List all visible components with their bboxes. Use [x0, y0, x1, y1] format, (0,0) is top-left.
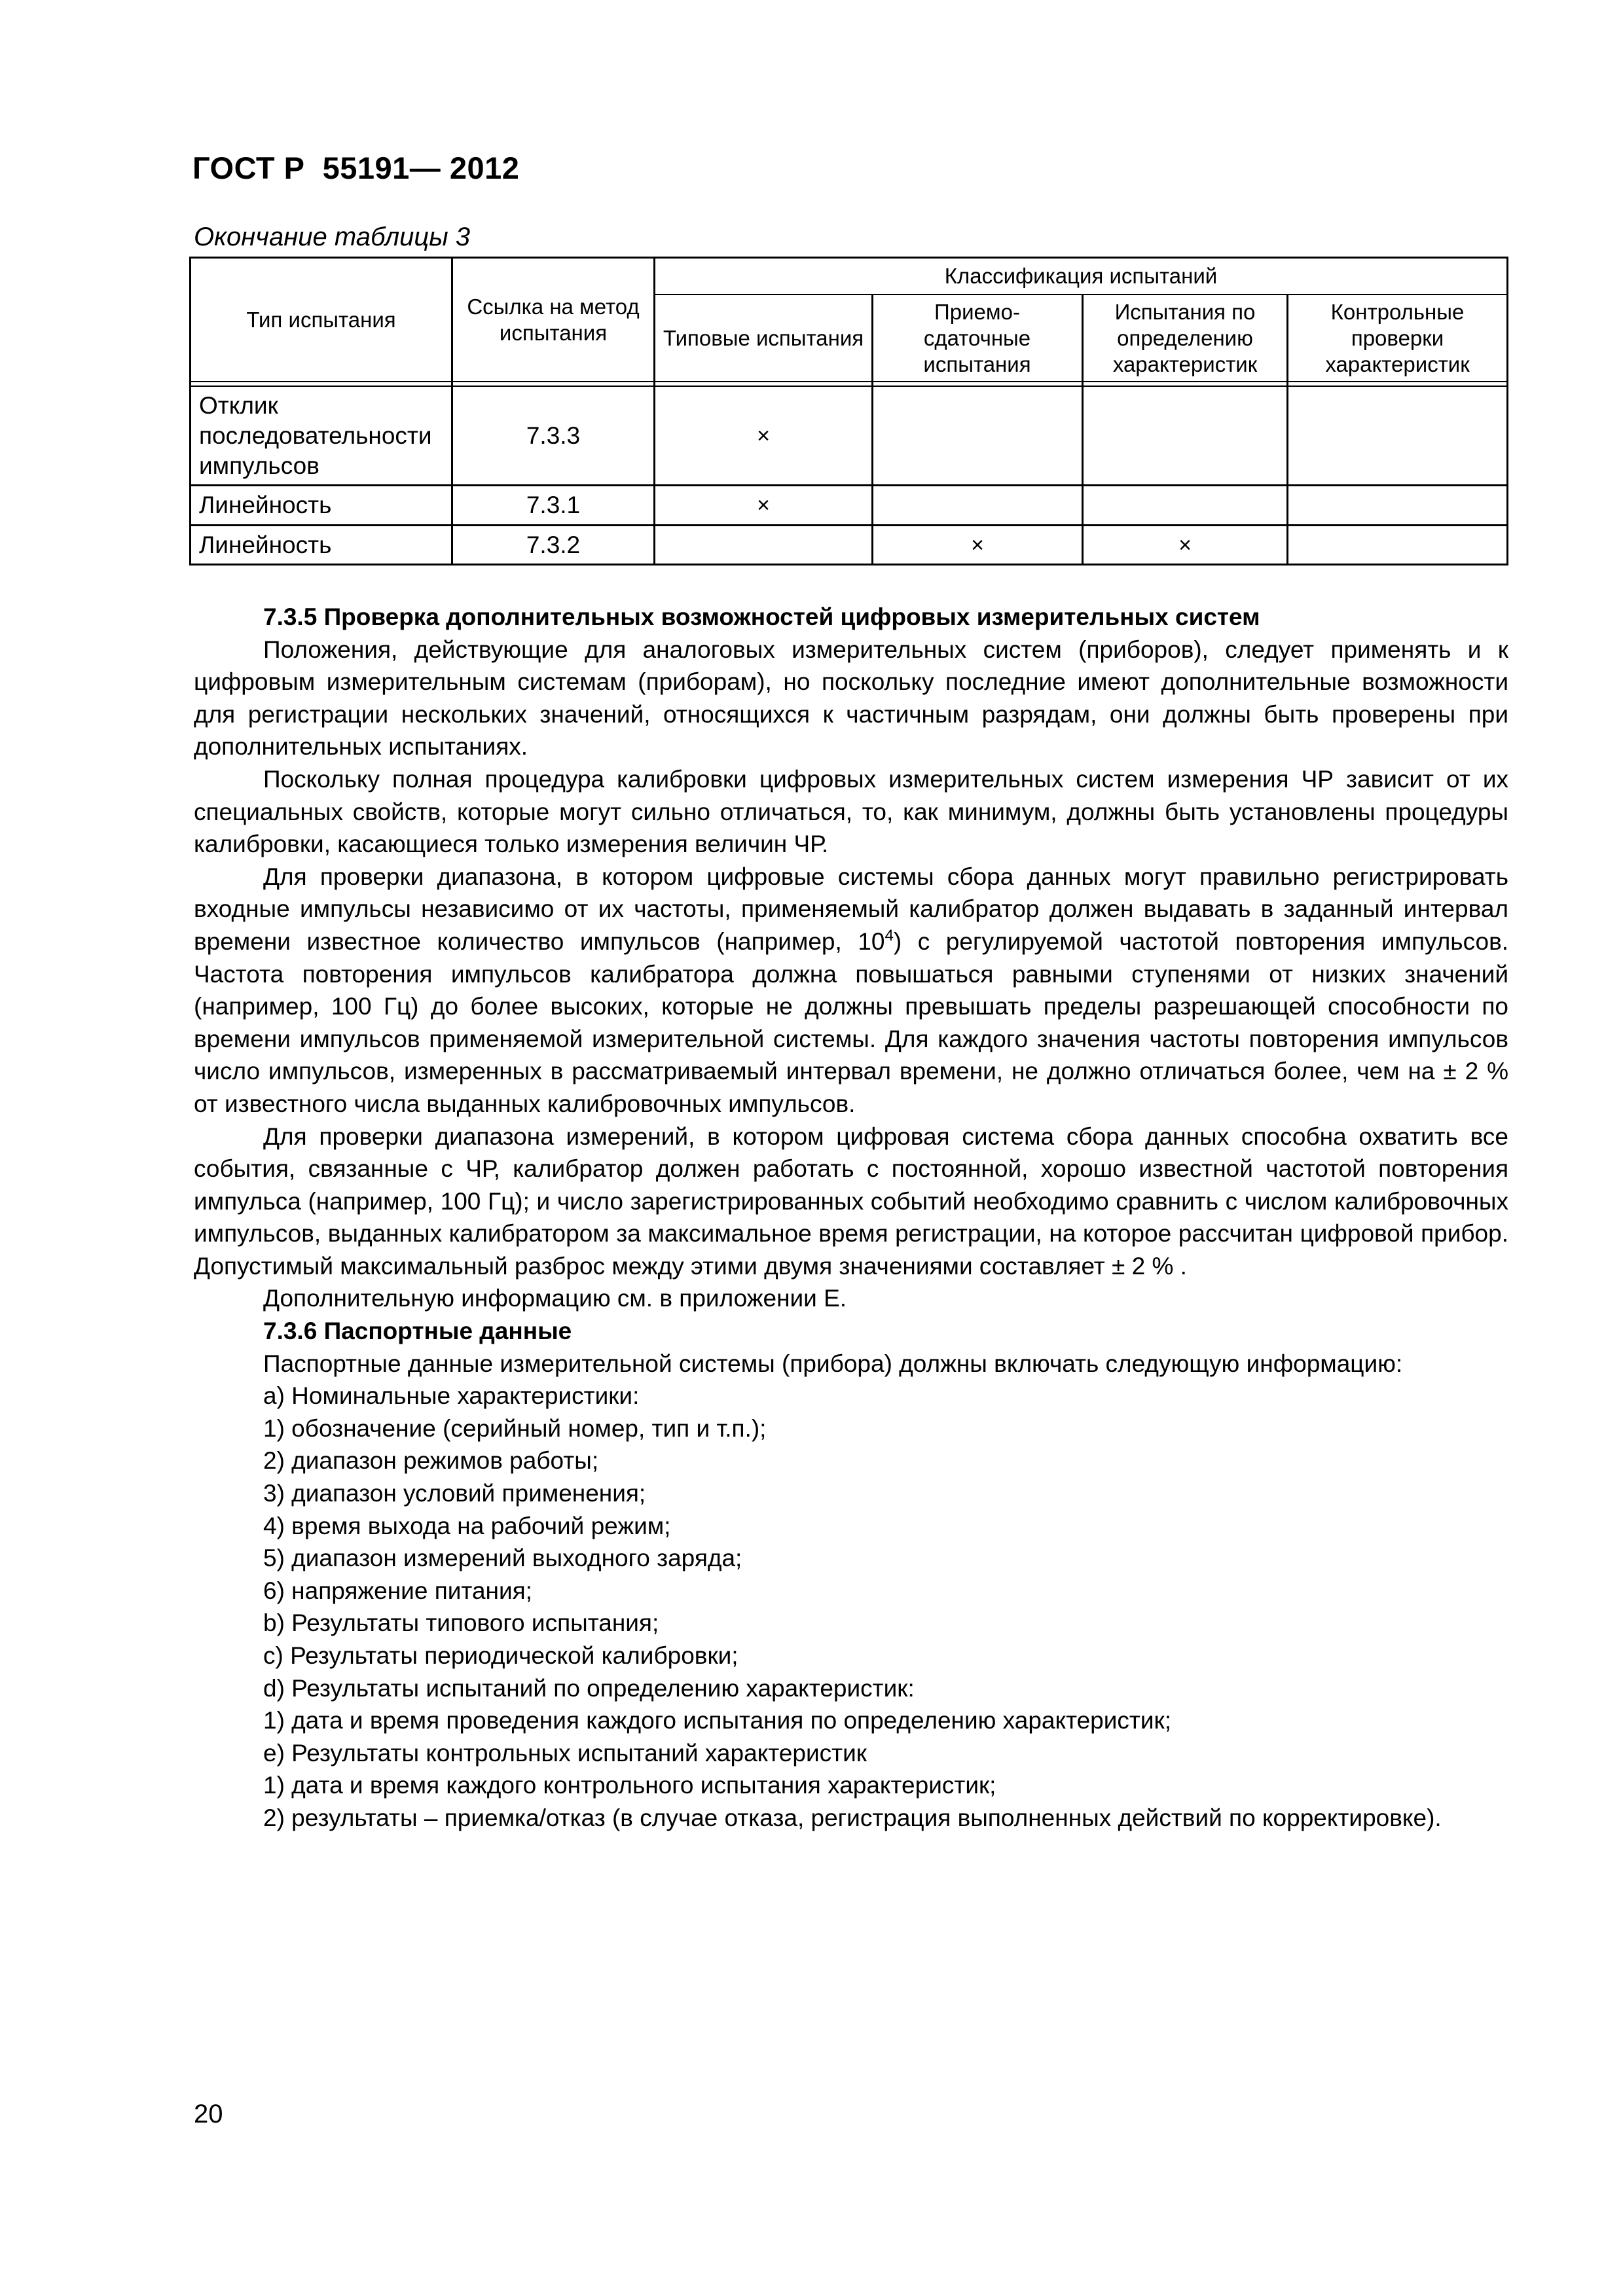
- list-item: 1) дата и время каждого контрольного испытания характеристик;: [263, 1772, 996, 1799]
- body-text: [194, 601, 1508, 1835]
- paragraph: Дополнительную информацию см. в приложении Е.: [263, 1285, 847, 1312]
- table-border-right: [1506, 257, 1508, 565]
- table-row-2-type-tests-mark: ×: [757, 493, 770, 518]
- table-row-2-acceptance-mark: [873, 486, 1082, 524]
- header-acceptance-tests: Приемо-сдаточные испытания: [923, 300, 1031, 376]
- table-row-1-acceptance-mark: [873, 387, 1082, 484]
- list-item: 2) результаты – приемка/отказ (в случае отказа, регистрация выполненных действий по корректировке).: [263, 1804, 1442, 1831]
- list-item: 1) дата и время проведения каждого испытания по определению характеристик;: [263, 1707, 1172, 1734]
- paragraph-with-superscript: [194, 861, 1508, 1121]
- list-item: b) Результаты типового испытания;: [263, 1609, 659, 1637]
- classification-table: [0, 0, 1623, 589]
- table-row-2-test-type: Линейность: [199, 492, 332, 518]
- table-row-1-control-mark: [1288, 387, 1506, 484]
- document-title: ГОСТ Р 55191— 2012: [192, 151, 520, 185]
- paragraph-text: Для проверки диапазона, в котором цифровые системы сбора данных могут правильно регистрировать входные импульсы независимо от их частоты, применяемый калибратор должен выдавать в заданный интервал времени известное количество импульсов (например, 10: [194, 863, 1508, 955]
- table-row-1-type-tests-mark: ×: [757, 423, 770, 448]
- table-row-2-characterization-mark: [1084, 486, 1286, 524]
- paragraph-text: ) с регулируемой частотой повторения импульсов. Частота повторения импульсов калибратора должна повышаться равными ступенями от низких значений (например, 100 Гц) до более высоких, которые не должны превышать пределы разрешающей способности по времени импульсов применяемой измерительной системы. Для каждого значения частоты повторения импульсов число импульсов, измеренных в рассматриваемый интервал времени, не должно отличаться более, чем на ± 2 % от известного числа выданных калибровочных импульсов.: [194, 927, 1509, 1117]
- header-characterization-tests: Испытания по определению характеристик: [1112, 300, 1258, 376]
- table-row-3-control-mark: [1288, 526, 1506, 564]
- table-row-2-control-mark: [1288, 486, 1506, 524]
- list-item: а) Номинальные характеристики:: [263, 1382, 640, 1410]
- table-header-divider-2: [189, 386, 1508, 387]
- table-row-3-type-tests-mark: [655, 526, 871, 564]
- list-item: e) Результаты контрольных испытаний характеристик: [263, 1739, 867, 1767]
- table-header-divider: [189, 381, 1508, 382]
- header-type-tests: Типовые испытания: [663, 326, 864, 350]
- table-row-2-method-ref: 7.3.1: [526, 492, 581, 518]
- table-row-3-method-ref: 7.3.2: [526, 531, 581, 558]
- header-method-ref: Ссылка на метод испытания: [467, 294, 640, 345]
- list-item: 5) диапазон измерений выходного заряда;: [263, 1545, 742, 1572]
- table-row-3-acceptance-mark: ×: [971, 532, 984, 558]
- list-item: 3) диапазон условий применения;: [263, 1480, 646, 1507]
- section-heading-7-3-6: 7.3.6 Паспортные данные: [263, 1318, 572, 1345]
- list-item: 6) напряжение питания;: [263, 1577, 532, 1604]
- list-item: d) Результаты испытаний по определению характеристик:: [263, 1674, 915, 1702]
- paragraph: Положения, действующие для аналоговых измерительных систем (приборов), следует применять и к цифровым измерительным системам (приборам), но поскольку последние имеют дополнительные возможности для регистрации нескольких значений, относящихся к частичным разрядам, они должны быть проверены при дополнительных испытаниях.: [194, 636, 1508, 761]
- header-control-checks: Контрольные проверки характеристик: [1325, 300, 1470, 376]
- table-row-3-characterization-mark: ×: [1178, 532, 1192, 558]
- table-caption: Окончание таблицы 3: [194, 223, 471, 251]
- section-heading-7-3-5: 7.3.5 Проверка дополнительных возможностей цифровых измерительных систем: [263, 603, 1260, 630]
- table-row-1-characterization-mark: [1084, 387, 1286, 484]
- table-row-3-test-type: Линейность: [199, 531, 332, 558]
- header-test-type: Тип испытания: [246, 307, 396, 332]
- list-item: 4) время выхода на рабочий режим;: [263, 1512, 671, 1539]
- list-item: 2) диапазон режимов работы;: [263, 1447, 599, 1475]
- table-border-bottom: [189, 564, 1508, 565]
- header-classification-group: Классификация испытаний: [944, 264, 1218, 288]
- superscript-exponent: 4: [884, 926, 894, 944]
- page-number: 20: [194, 2100, 223, 2128]
- list-item: 1) обозначение (серийный номер, тип и т.п.);: [263, 1414, 767, 1442]
- paragraph: Паспортные данные измерительной системы (прибора) должны включать следующую информацию:: [263, 1350, 1403, 1377]
- paragraph: Поскольку полная процедура калибровки цифровых измерительных систем измерения ЧР зависит от их специальных свойств, которые могут сильно отличаться, то, как минимум, должны быть установлены процедуры калибровки, касающиеся только измерения величин ЧР.: [194, 765, 1508, 858]
- list-item: c) Результаты периодической калибровки;: [263, 1642, 739, 1669]
- table-row-1-method-ref: 7.3.3: [526, 422, 581, 449]
- table-row-1-test-type: Отклик последовательности импульсов: [199, 392, 432, 479]
- paragraph: Для проверки диапазона измерений, в котором цифровая система сбора данных способна охватить все события, связанные с ЧР, калибратор должен работать с постоянной, хорошо известной частотой повторения импульса (например, 100 Гц); и число зарегистрированных событий необходимо сравнить с числом калибровочных импульсов, выданных калибратором за максимальное время регистрации, на которое рассчитан цифровой прибор. Допустимый максимальный разброс между этими двумя значениями составляет ± 2 % .: [194, 1122, 1508, 1280]
